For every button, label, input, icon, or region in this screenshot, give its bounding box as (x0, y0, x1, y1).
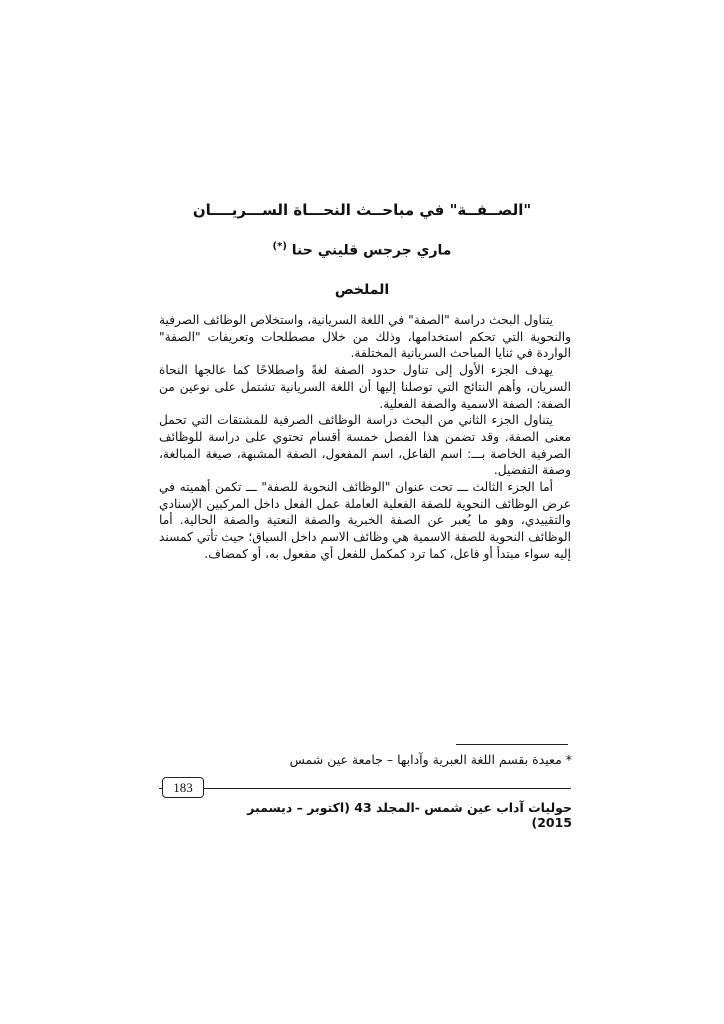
author-footnote: * معيدة بقسم اللغة العبرية وآدابها – جامعة عين شمس (289, 752, 572, 767)
abstract-paragraph: يهدف الجزء الأول إلى تناول حدود الصفة لغةً واصطلاحًا كما عالجها النحاة السريان، وأهم النتائج التي توصلنا إليها أن اللغة السريانية تشتمل على نوعين من الصفة: الصفة الاسمية والصفة الفعلية. (159, 363, 571, 411)
author-footnote-marker: (*) (272, 241, 287, 252)
author-name: ماري جرجس قليني حنا (291, 242, 452, 259)
page-number: 183 (162, 777, 204, 798)
abstract-paragraph: يتناول الجزء الثاني من البحث دراسة الوظائف الصرفية للمشتقات التي تحمل معنى الصفة. وقد تضمن هذا الفصل خمسة أقسام تحتوي على دراسة للوظائف الصرفية الخاصة بـــ: اسم الفاعل، اسم المفعول، الصفة المشبهة، صيغة المبالغة، وصفة التفضيل. (159, 413, 571, 478)
abstract-paragraph: يتناول البحث دراسة "الصفة" في اللغة السريانية، واستخلاص الوظائف الصرفية والنحوية التي تحكم استخدامها، وذلك من خلال مصطلحات وتعريفات "الصفة" الواردة في ثنايا المباحث السريانية المختلفة. (159, 313, 571, 361)
abstract-paragraph: أما الجزء الثالث ـــ تحت عنوان "الوظائف النحوية للصفة" ـــ تكمن أهميته في عرض الوظائف النحوية للصفة الفعلية العاملة عمل الفعل داخل المركبين الإسنادي والتقييدي، وهو ما يُعبر عن الصفة الخبرية والصفة النعتية والصفة الحالية. أما الوظائف النحوية للصفة الاسمية هي وظائف الاسم داخل السياق؛ حيث تأتي كمسند إليه سواء مبتدأ أو فاعل، كما ترد كمكمل للفعل أي مفعول به، أو كمضاف. (159, 480, 571, 561)
footer-divider (159, 788, 571, 789)
abstract-heading: الملخص (334, 282, 390, 298)
author-line (150, 241, 574, 259)
footnote-divider (456, 744, 568, 745)
abstract-body (159, 312, 571, 563)
journal-citation: حوليات آداب عين شمس -المجلد 43 (اكتوبر – ديسمبر 2015) (247, 800, 572, 830)
article-title: "الصــفــة" في مباحــث النحـــاة الســـريــــان (192, 201, 532, 219)
